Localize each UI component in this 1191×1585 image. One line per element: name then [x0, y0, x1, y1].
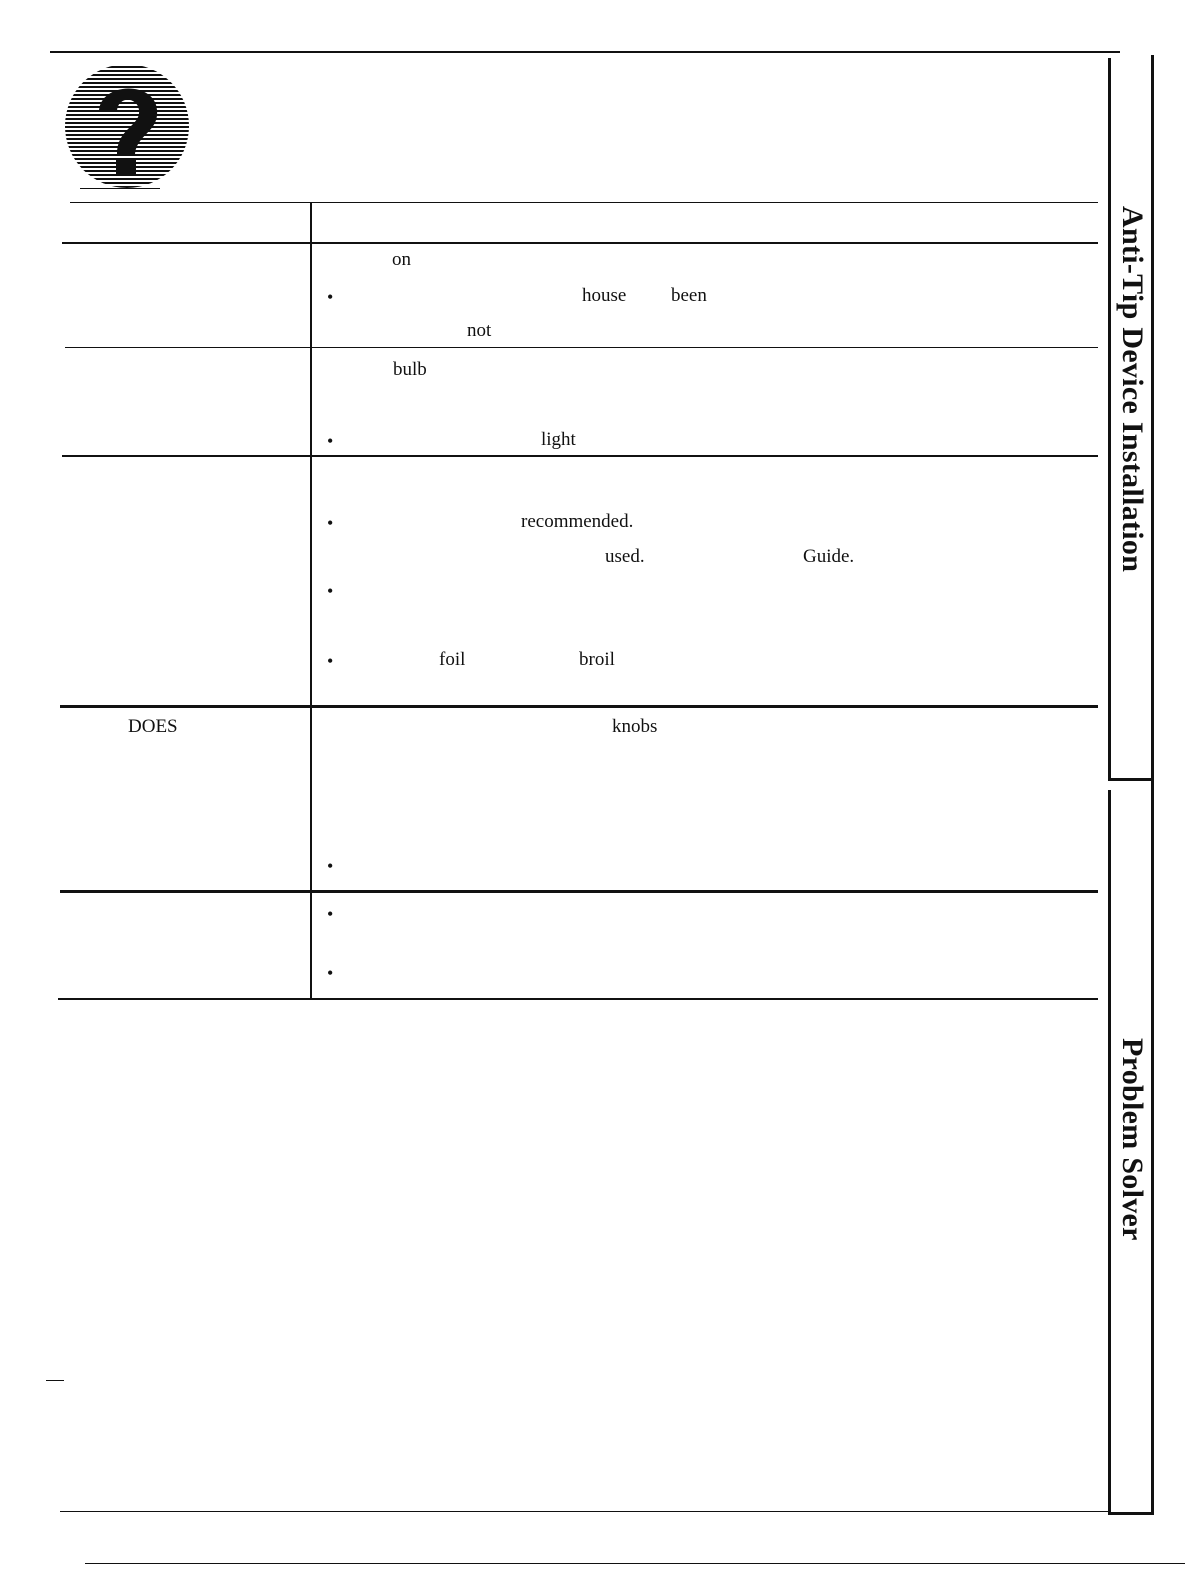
- solution-text: light: [541, 429, 576, 450]
- row-divider-3: [60, 705, 1098, 708]
- table-bottom-rule: [58, 998, 1098, 1000]
- bullet-icon: •: [327, 287, 334, 307]
- solution-text: house: [582, 285, 627, 306]
- solution-text: been: [671, 285, 707, 306]
- solution-text: broil: [579, 649, 615, 670]
- top-rule: [50, 51, 1120, 53]
- tab-label: Anti-Tip Device Installation: [1116, 206, 1149, 573]
- row-divider-1: [65, 347, 1098, 348]
- table-header-bottom-rule: [62, 242, 1098, 244]
- bullet-icon: •: [327, 651, 334, 671]
- bottom-edge-rule: [85, 1563, 1185, 1564]
- solution-text: used.: [605, 546, 645, 567]
- icon-underline: [80, 188, 160, 189]
- bullet-icon: •: [327, 963, 334, 983]
- solution-text: not: [467, 320, 492, 341]
- bullet-icon: •: [327, 513, 334, 533]
- bullet-icon: •: [327, 581, 334, 601]
- solution-text: bulb: [393, 359, 427, 380]
- tab-anti-tip-device-installation[interactable]: [1108, 58, 1154, 781]
- bullet-icon: •: [327, 431, 334, 451]
- bullet-icon: •: [327, 856, 334, 876]
- table-header-top-rule: [70, 202, 1098, 203]
- solution-text: knobs: [612, 716, 658, 737]
- solution-text: foil: [439, 649, 466, 670]
- tab-problem-solver[interactable]: [1108, 790, 1154, 1515]
- problem-text: DOES: [128, 716, 178, 737]
- row-divider-4: [60, 890, 1098, 893]
- tab-label: Problem Solver: [1116, 1038, 1149, 1241]
- solution-text: Guide.: [803, 546, 855, 567]
- bullet-icon: •: [327, 904, 334, 924]
- solution-text: on: [392, 249, 411, 270]
- scan-mark: [46, 1380, 64, 1381]
- table-column-divider: [310, 202, 312, 998]
- solution-text: recommended.: [521, 511, 634, 532]
- row-divider-2: [62, 455, 1098, 457]
- footer-rule: [60, 1511, 1110, 1512]
- question-mark-icon: [55, 62, 200, 188]
